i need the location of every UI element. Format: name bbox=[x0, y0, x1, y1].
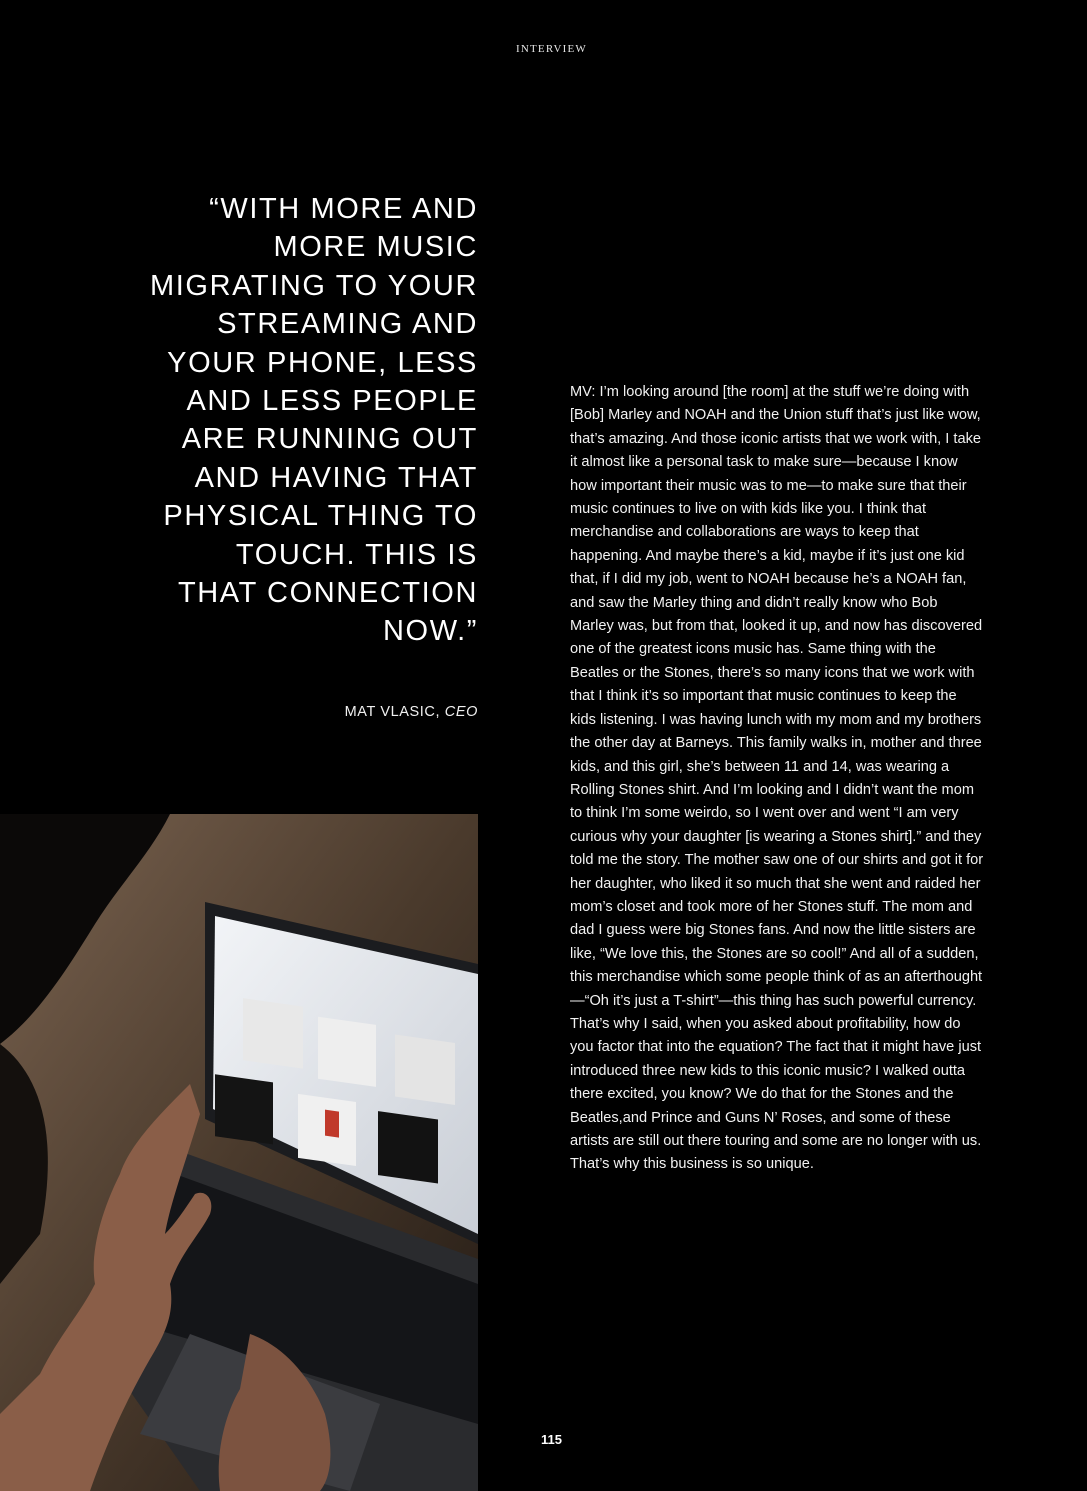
laptop-photo bbox=[0, 814, 478, 1491]
attribution-role: CEO bbox=[444, 704, 478, 720]
photo-illustration bbox=[0, 814, 478, 1491]
attribution-name: MAT VLASIC, bbox=[344, 704, 445, 720]
quote-attribution bbox=[150, 704, 478, 720]
section-label: INTERVIEW bbox=[515, 43, 587, 55]
pull-quote: “WITH MORE AND MORE MUSIC MIGRATING TO YOUR STREAMING AND YOUR PHONE, LESS AND LESS PEOPLE ARE RUNNING OUT AND HAVING THAT PHYSICAL THING TO TOUCH. THIS IS THAT CONNECTION NOW.” bbox=[150, 193, 478, 648]
page-number: 115 bbox=[541, 1432, 562, 1447]
interview-body-text: MV: I’m looking around [the room] at the stuff we’re doing with [Bob] Marley and NOAH and the Union stuff that’s just like wow, that’s amazing. And those iconic artists that we work with, I take it almost like a personal task to make sure—because I know how important their music was to me—to make sure that their music continues to live on with kids like you. I think that merchandise and collaborations are ways to keep that happening. And maybe there’s a kid, maybe if it’s just one kid that, if I did my job, went to NOAH because he’s a NOAH fan, and saw the Marley thing and didn’t really know who Bob Marley was, but from that, looked it up, and now has discovered one of the greatest icons music has. Same thing with the Beatles or the Stones, there’s so many icons that we work with that I think it’s so important that music continues to keep the kids listening. I was having lunch with my mom and my brothers the other day at Barneys. This family walks in, mother and three kids, and this girl, she’s between 11 and 14, was wearing a Rolling Stones shirt. And I’m looking and I didn’t want the mom to think I’m some weirdo, so I went over and went “I am very curious why your daughter [is wearing a Stones shirt].” and they told me the story. The mother saw one of our shirts and got it for her daughter, who liked it so much that she went and raided her mom’s closet and took more of her Stones stuff. The mom and dad I guess were big Stones fans. And now the little sisters are like, “We love this, the Stones are so cool!” And all of a sudden, this merchandise which some people think of as an afterthought—“Oh it’s just a T-shirt”—this thing has such powerful currency. That’s why I said, when you asked about profitability, how do you factor that into the equation? The fact that it might have just introduced three new kids to this iconic music? I walked outta there excited, you know? We do that for the Stones and the Beatles,and Prince and Guns N’ Roses, and some of these artists are still out there touring and some are no longer with us. That’s why this business is so unique. bbox=[570, 384, 984, 1173]
